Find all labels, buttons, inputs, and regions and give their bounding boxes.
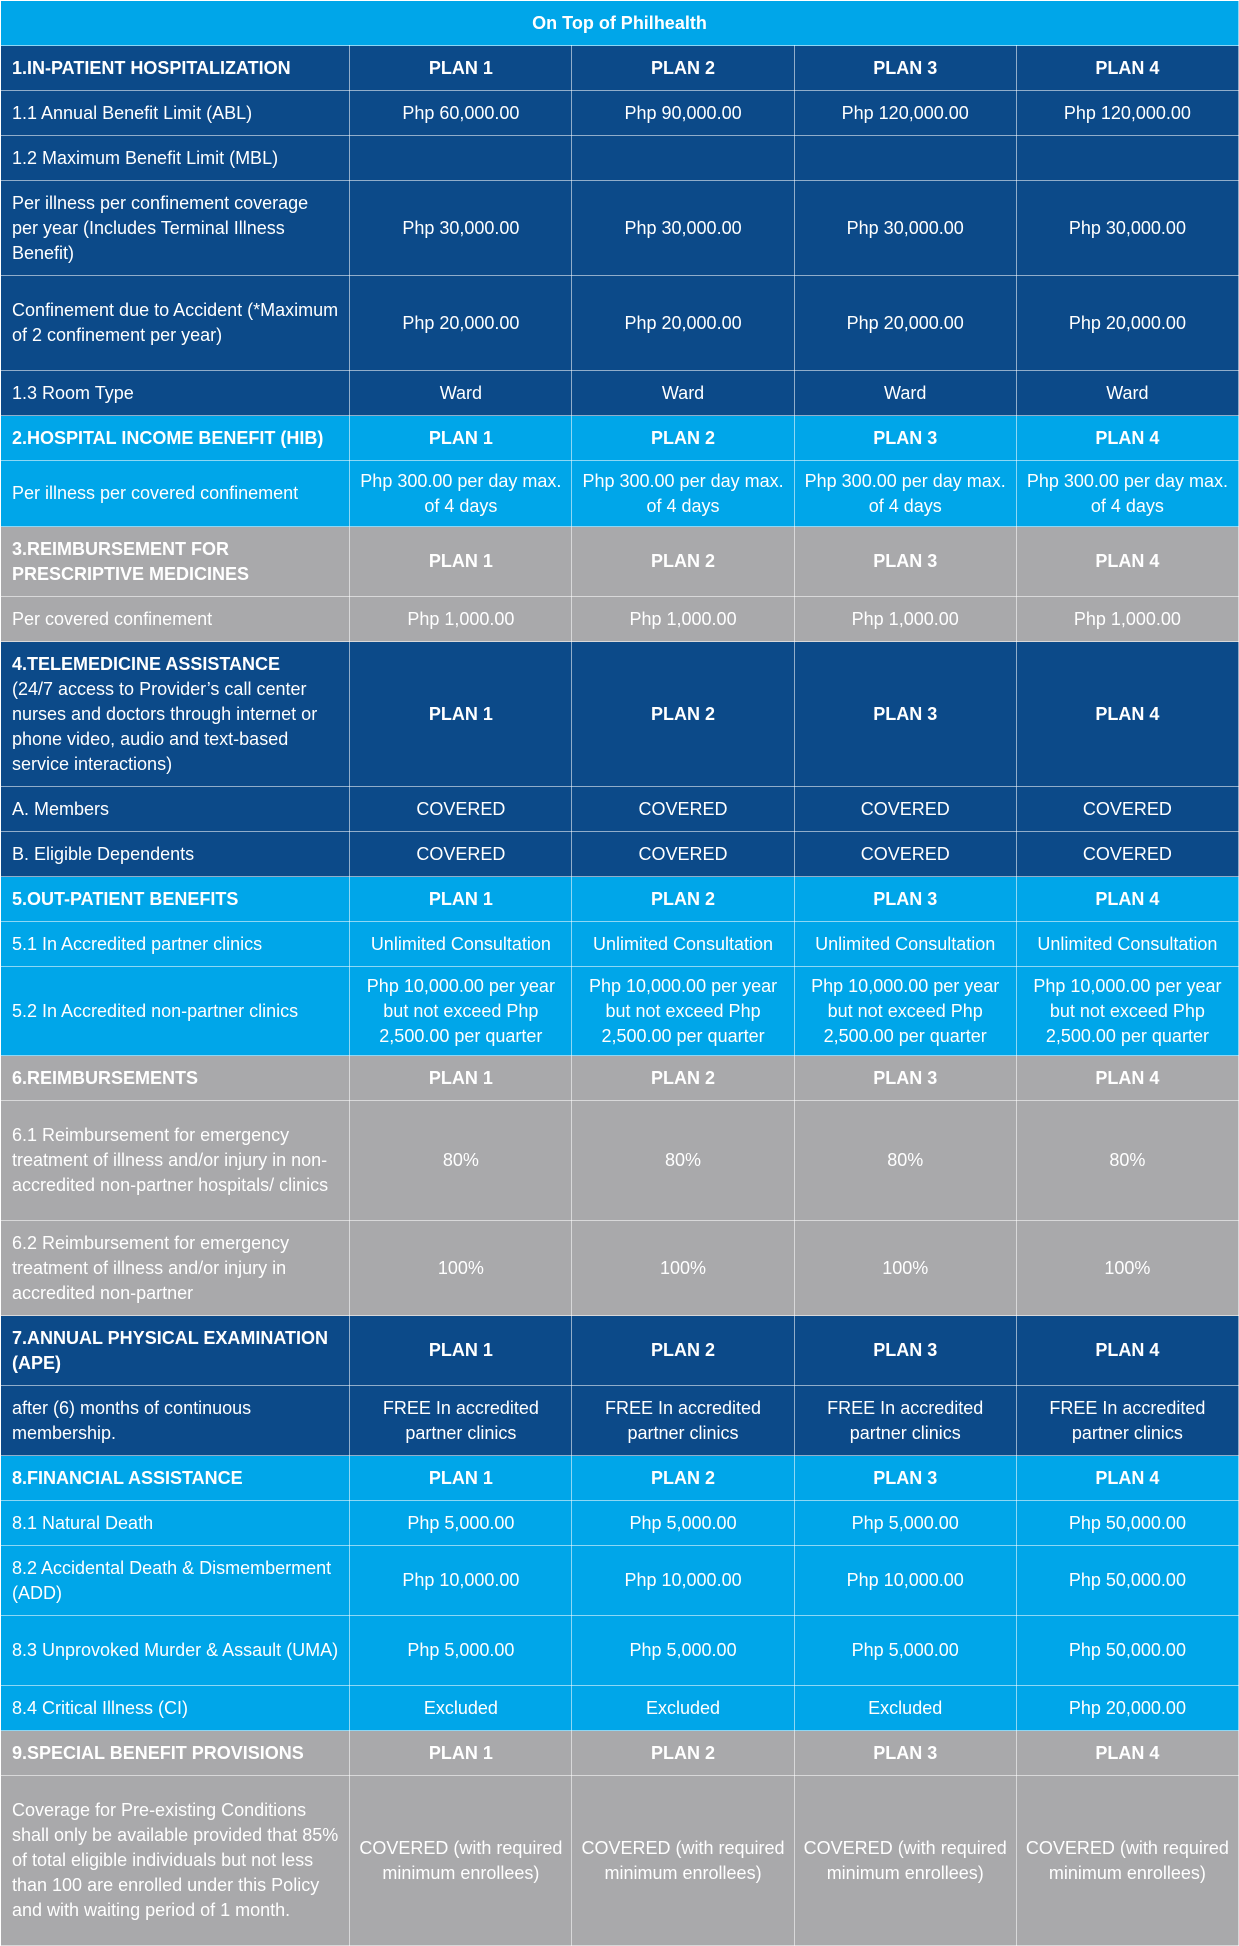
table-row <box>1 967 1239 1056</box>
table-row <box>1 1101 1239 1221</box>
section-reimbursement-prescriptive-medicines <box>1 527 1239 642</box>
plan-header: PLAN 2 <box>572 642 794 787</box>
section-header-row <box>1 1456 1239 1501</box>
row-value: COVERED (with required minimum enrollees) <box>1016 1776 1238 1946</box>
section-heading: 3.REIMBURSEMENT FOR PRESCRIPTIVE MEDICINES <box>1 527 350 597</box>
table-row <box>1 1686 1239 1731</box>
row-value: COVERED <box>350 832 572 877</box>
plan-header: PLAN 2 <box>572 1456 794 1501</box>
plan-header: PLAN 4 <box>1016 642 1238 787</box>
section-heading: 8.FINANCIAL ASSISTANCE <box>1 1456 350 1501</box>
row-label: 8.4 Critical Illness (CI) <box>1 1686 350 1731</box>
table-row <box>1 181 1239 276</box>
row-label: 6.1 Reimbursement for emergency treatment of illness and/or injury in non-accredited non-partner hospitals/ clinics <box>1 1101 350 1221</box>
row-value: Php 5,000.00 <box>794 1616 1016 1686</box>
plan-header: PLAN 1 <box>350 877 572 922</box>
section-header-row <box>1 1731 1239 1776</box>
plan-header: PLAN 4 <box>1016 1731 1238 1776</box>
table-row <box>1 922 1239 967</box>
row-value: Php 120,000.00 <box>1016 91 1238 136</box>
row-label: 5.2 In Accredited non-partner clinics <box>1 967 350 1056</box>
row-value: COVERED <box>572 787 794 832</box>
row-value: Php 5,000.00 <box>350 1501 572 1546</box>
row-value: Php 5,000.00 <box>350 1616 572 1686</box>
row-value: Php 30,000.00 <box>794 181 1016 276</box>
row-value: Unlimited Consultation <box>1016 922 1238 967</box>
row-value: 100% <box>572 1221 794 1316</box>
row-value: FREE In accredited partner clinics <box>794 1386 1016 1456</box>
table-row <box>1 91 1239 136</box>
section-financial-assistance <box>1 1456 1239 1731</box>
table-row <box>1 1501 1239 1546</box>
table-row <box>1 1616 1239 1686</box>
row-value <box>350 136 572 181</box>
section-heading-title: 4.TELEMEDICINE ASSISTANCE <box>12 653 281 674</box>
section-special-benefit-provisions <box>1 1731 1239 1946</box>
section-header-row <box>1 46 1239 91</box>
row-value: Php 300.00 per day max. of 4 days <box>794 461 1016 527</box>
row-value: FREE In accredited partner clinics <box>572 1386 794 1456</box>
row-label: 8.2 Accidental Death & Dismemberment (ADD) <box>1 1546 350 1616</box>
row-value: Php 1,000.00 <box>350 597 572 642</box>
plan-header: PLAN 3 <box>794 416 1016 461</box>
plan-header: PLAN 2 <box>572 1316 794 1386</box>
row-value: Php 5,000.00 <box>794 1501 1016 1546</box>
section-heading: 9.SPECIAL BENEFIT PROVISIONS <box>1 1731 350 1776</box>
row-value: COVERED <box>350 787 572 832</box>
section-header-row <box>1 527 1239 597</box>
row-value: Php 30,000.00 <box>572 181 794 276</box>
row-value: COVERED <box>572 832 794 877</box>
row-label: 1.2 Maximum Benefit Limit (MBL) <box>1 136 350 181</box>
plan-header: PLAN 3 <box>794 1456 1016 1501</box>
table-row <box>1 1546 1239 1616</box>
row-value: Php 10,000.00 <box>794 1546 1016 1616</box>
section-annual-physical-examination <box>1 1316 1239 1456</box>
row-label: 1.3 Room Type <box>1 371 350 416</box>
row-label: Confinement due to Accident (*Maximum of 2 confinement per year) <box>1 276 350 371</box>
section-out-patient-benefits <box>1 877 1239 1056</box>
row-value: Unlimited Consultation <box>350 922 572 967</box>
plan-header: PLAN 1 <box>350 642 572 787</box>
plan-header: PLAN 2 <box>572 1731 794 1776</box>
row-value: Php 30,000.00 <box>350 181 572 276</box>
row-value: Php 10,000.00 <box>350 1546 572 1616</box>
plan-header: PLAN 2 <box>572 527 794 597</box>
row-value: COVERED (with required minimum enrollees) <box>350 1776 572 1946</box>
plan-header: PLAN 4 <box>1016 877 1238 922</box>
section-heading: 2.HOSPITAL INCOME BENEFIT (HIB) <box>1 416 350 461</box>
row-value: 80% <box>794 1101 1016 1221</box>
row-label: 5.1 In Accredited partner clinics <box>1 922 350 967</box>
section-heading: 5.OUT-PATIENT BENEFITS <box>1 877 350 922</box>
row-value: Ward <box>572 371 794 416</box>
row-value: Php 120,000.00 <box>794 91 1016 136</box>
title-row <box>1 1 1239 46</box>
row-label: 6.2 Reimbursement for emergency treatment of illness and/or injury in accredited non-partner <box>1 1221 350 1316</box>
row-value: Php 90,000.00 <box>572 91 794 136</box>
row-value: COVERED <box>1016 787 1238 832</box>
plan-header: PLAN 3 <box>794 1056 1016 1101</box>
row-value: Php 30,000.00 <box>1016 181 1238 276</box>
row-value: Php 10,000.00 per year but not exceed Php 2,500.00 per quarter <box>1016 967 1238 1056</box>
row-value: Php 50,000.00 <box>1016 1616 1238 1686</box>
row-value: Excluded <box>572 1686 794 1731</box>
row-label: Per illness per confinement coverage per year (Includes Terminal Illness Benefit) <box>1 181 350 276</box>
row-label: 8.3 Unprovoked Murder & Assault (UMA) <box>1 1616 350 1686</box>
plan-header: PLAN 3 <box>794 527 1016 597</box>
row-value: Php 10,000.00 per year but not exceed Php 2,500.00 per quarter <box>794 967 1016 1056</box>
row-value: Ward <box>350 371 572 416</box>
section-header-row <box>1 1056 1239 1101</box>
section-header-row <box>1 1316 1239 1386</box>
row-label: Per illness per covered confinement <box>1 461 350 527</box>
table-row <box>1 1386 1239 1456</box>
plan-header: PLAN 4 <box>1016 1056 1238 1101</box>
section-telemedicine-assistance <box>1 642 1239 877</box>
table-row <box>1 1221 1239 1316</box>
plan-header: PLAN 3 <box>794 46 1016 91</box>
row-value: Unlimited Consultation <box>794 922 1016 967</box>
plan-header: PLAN 2 <box>572 46 794 91</box>
row-value: Php 1,000.00 <box>1016 597 1238 642</box>
plan-header: PLAN 4 <box>1016 416 1238 461</box>
section-heading: 7.ANNUAL PHYSICAL EXAMINATION (APE) <box>1 1316 350 1386</box>
row-label: B. Eligible Dependents <box>1 832 350 877</box>
row-value <box>572 136 794 181</box>
row-value: COVERED (with required minimum enrollees) <box>794 1776 1016 1946</box>
table-row <box>1 136 1239 181</box>
row-value: 80% <box>572 1101 794 1221</box>
section-heading-detail: (24/7 access to Provider’s call center nurses and doctors through internet or phone video, audio and text-based service interactions) <box>12 678 318 774</box>
plan-header: PLAN 1 <box>350 527 572 597</box>
row-value <box>794 136 1016 181</box>
table-title: On Top of Philhealth <box>1 1 1239 46</box>
row-value: Php 300.00 per day max. of 4 days <box>572 461 794 527</box>
section-header-row <box>1 642 1239 787</box>
row-value: Php 50,000.00 <box>1016 1546 1238 1616</box>
plan-header: PLAN 1 <box>350 1731 572 1776</box>
plan-header: PLAN 3 <box>794 1731 1016 1776</box>
row-value: Php 300.00 per day max. of 4 days <box>1016 461 1238 527</box>
row-value: Ward <box>1016 371 1238 416</box>
row-value: Php 10,000.00 per year but not exceed Php 2,500.00 per quarter <box>572 967 794 1056</box>
table-row <box>1 597 1239 642</box>
row-value: Ward <box>794 371 1016 416</box>
plan-header: PLAN 2 <box>572 877 794 922</box>
row-value: FREE In accredited partner clinics <box>350 1386 572 1456</box>
section-hospital-income-benefit <box>1 416 1239 527</box>
plan-header: PLAN 1 <box>350 416 572 461</box>
row-label: 1.1 Annual Benefit Limit (ABL) <box>1 91 350 136</box>
section-header-row <box>1 877 1239 922</box>
row-label: Coverage for Pre-existing Conditions shall only be available provided that 85% of total eligible individuals but not less than 100 are enrolled under this Policy and with waiting period of 1 month. <box>1 1776 350 1946</box>
section-in-patient-hospitalization <box>1 46 1239 416</box>
row-value: Unlimited Consultation <box>572 922 794 967</box>
row-label: Per covered confinement <box>1 597 350 642</box>
table-row <box>1 461 1239 527</box>
row-value: 100% <box>1016 1221 1238 1316</box>
section-heading: 1.IN-PATIENT HOSPITALIZATION <box>1 46 350 91</box>
plan-header: PLAN 1 <box>350 1056 572 1101</box>
row-value <box>1016 136 1238 181</box>
table-row <box>1 371 1239 416</box>
section-heading <box>1 642 350 787</box>
row-label: 8.1 Natural Death <box>1 1501 350 1546</box>
row-value: Excluded <box>794 1686 1016 1731</box>
plan-header: PLAN 1 <box>350 1316 572 1386</box>
row-value: COVERED (with required minimum enrollees) <box>572 1776 794 1946</box>
row-value: Php 1,000.00 <box>794 597 1016 642</box>
row-value: Php 50,000.00 <box>1016 1501 1238 1546</box>
row-value: Php 20,000.00 <box>1016 1686 1238 1731</box>
plan-header: PLAN 4 <box>1016 1456 1238 1501</box>
section-reimbursements <box>1 1056 1239 1316</box>
plan-header: PLAN 4 <box>1016 1316 1238 1386</box>
row-value: Php 20,000.00 <box>572 276 794 371</box>
table-row <box>1 1776 1239 1946</box>
row-value: 100% <box>350 1221 572 1316</box>
row-value: Excluded <box>350 1686 572 1731</box>
plan-header: PLAN 2 <box>572 1056 794 1101</box>
row-value: Php 20,000.00 <box>794 276 1016 371</box>
row-label: after (6) months of continuous membership. <box>1 1386 350 1456</box>
row-value: Php 1,000.00 <box>572 597 794 642</box>
row-value: 80% <box>350 1101 572 1221</box>
section-header-row <box>1 416 1239 461</box>
table-row <box>1 787 1239 832</box>
row-value: Php 5,000.00 <box>572 1616 794 1686</box>
row-value: Php 10,000.00 per year but not exceed Php 2,500.00 per quarter <box>350 967 572 1056</box>
row-value: Php 5,000.00 <box>572 1501 794 1546</box>
plan-header: PLAN 3 <box>794 877 1016 922</box>
section-heading: 6.REIMBURSEMENTS <box>1 1056 350 1101</box>
row-value: Php 60,000.00 <box>350 91 572 136</box>
plan-header: PLAN 1 <box>350 1456 572 1501</box>
row-value: Php 300.00 per day max. of 4 days <box>350 461 572 527</box>
row-label: A. Members <box>1 787 350 832</box>
table-row <box>1 276 1239 371</box>
row-value: Php 20,000.00 <box>350 276 572 371</box>
plan-header: PLAN 4 <box>1016 527 1238 597</box>
row-value: Php 20,000.00 <box>1016 276 1238 371</box>
table-row <box>1 832 1239 877</box>
plan-header: PLAN 3 <box>794 642 1016 787</box>
row-value: 80% <box>1016 1101 1238 1221</box>
row-value: COVERED <box>1016 832 1238 877</box>
row-value: 100% <box>794 1221 1016 1316</box>
plan-header: PLAN 4 <box>1016 46 1238 91</box>
row-value: COVERED <box>794 787 1016 832</box>
plan-header: PLAN 2 <box>572 416 794 461</box>
row-value: FREE In accredited partner clinics <box>1016 1386 1238 1456</box>
row-value: COVERED <box>794 832 1016 877</box>
row-value: Php 10,000.00 <box>572 1546 794 1616</box>
plan-header: PLAN 1 <box>350 46 572 91</box>
plan-header: PLAN 3 <box>794 1316 1016 1386</box>
